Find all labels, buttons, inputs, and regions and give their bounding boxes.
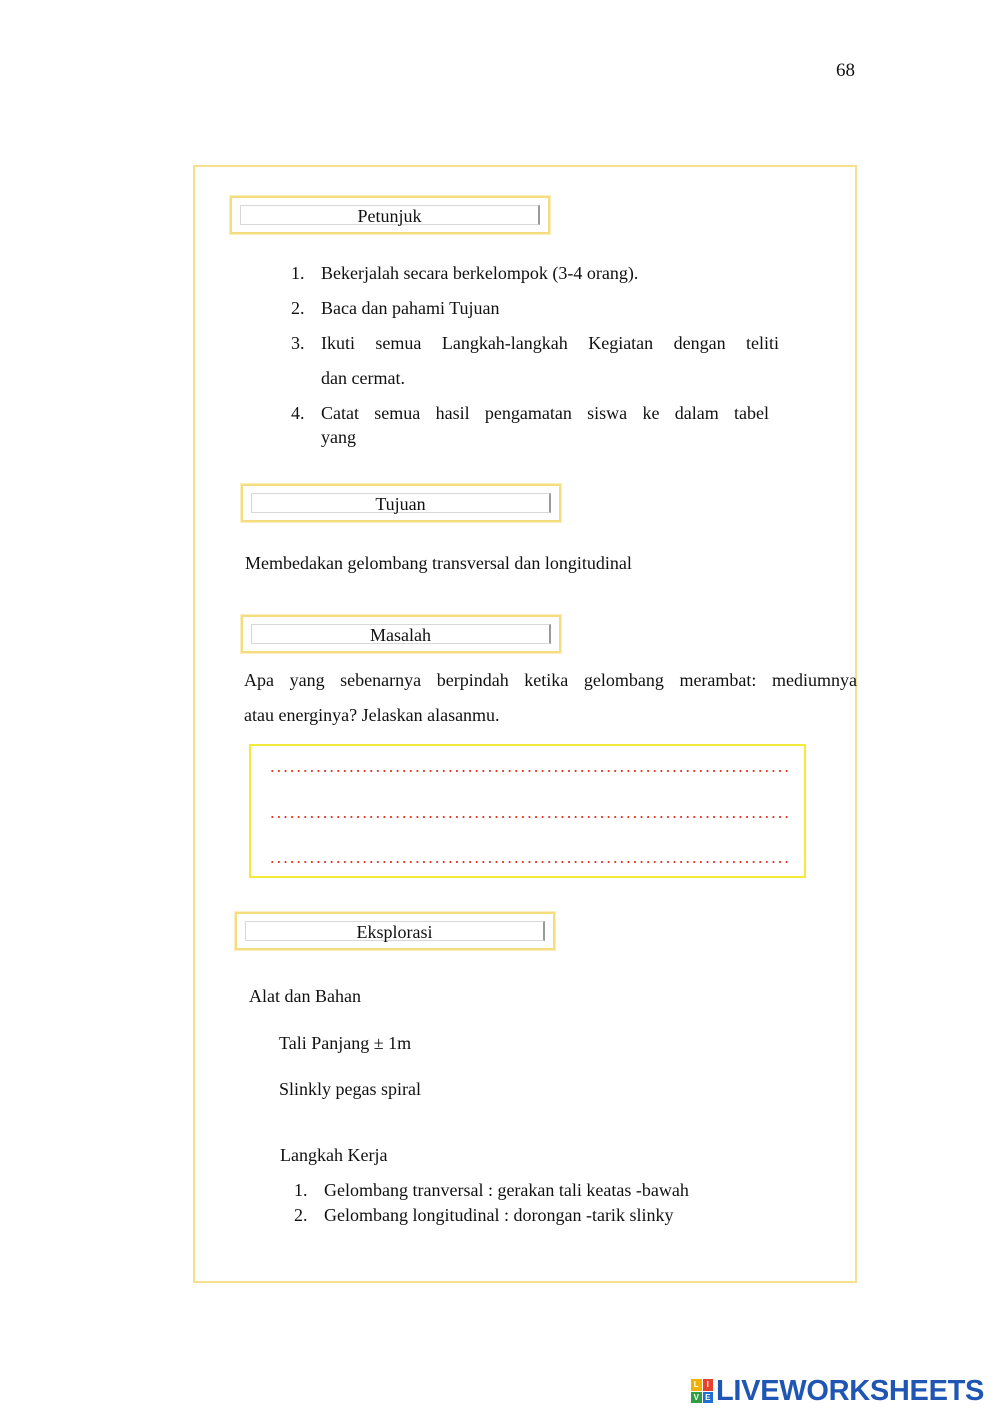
list-text: Bekerjalah secara berkelompok (3-4 orang). (321, 263, 639, 283)
logo-letter: I (703, 1379, 714, 1391)
list-text-continued: yang (321, 427, 356, 447)
answer-line[interactable] (269, 861, 789, 863)
list-text: Gelombang tranversal : gerakan tali keatas -bawah (324, 1180, 689, 1200)
logo-letter: E (703, 1392, 714, 1404)
list-number: 4. (291, 403, 305, 423)
petunjuk-heading (230, 196, 550, 234)
eksplorasi-title: Eksplorasi (245, 921, 545, 941)
tujuan-heading (241, 484, 561, 522)
logo-letter: V (691, 1392, 702, 1404)
answer-line[interactable] (269, 816, 789, 818)
logo-letter: L (691, 1379, 702, 1391)
alat-item: Tali Panjang ± 1m (279, 1033, 412, 1053)
alat-heading: Alat dan Bahan (249, 986, 361, 1006)
liveworksheets-logo[interactable] (691, 1374, 984, 1408)
logo-text: LIVEWORKSHEETS (716, 1374, 985, 1407)
list-number: 1. (291, 263, 305, 283)
logo-grid-icon (691, 1379, 713, 1403)
petunjuk-title: Petunjuk (240, 205, 540, 225)
list-text-continued: dan cermat. (321, 368, 405, 388)
tujuan-text: Membedakan gelombang transversal dan longitudinal (245, 553, 632, 573)
list-number: 2. (294, 1205, 308, 1225)
list-number: 3. (291, 333, 305, 353)
list-text: Gelombang longitudinal : dorongan -tarik slinky (324, 1205, 674, 1225)
masalah-heading (241, 615, 561, 653)
list-number: 2. (291, 298, 305, 318)
answer-line[interactable] (269, 770, 789, 772)
alat-item: Slinkly pegas spiral (279, 1079, 421, 1099)
tujuan-title: Tujuan (251, 493, 551, 513)
masalah-question-continued: atau energinya? Jelaskan alasanmu. (244, 705, 500, 725)
page-number: 68 (836, 60, 855, 81)
masalah-title: Masalah (251, 624, 551, 644)
list-item (291, 333, 779, 393)
list-number: 1. (294, 1180, 308, 1200)
list-item (291, 403, 769, 451)
eksplorasi-heading (235, 912, 555, 950)
masalah-question: Apa yang sebenarnya berpindah ketika gelombang merambat: mediumnya (244, 670, 857, 690)
langkah-heading: Langkah Kerja (280, 1145, 388, 1165)
list-text: Baca dan pahami Tujuan (321, 298, 500, 318)
list-text: Ikuti semua Langkah-langkah Kegiatan dengan teliti (321, 333, 779, 353)
list-text: Catat semua hasil pengamatan siswa ke dalam tabel (321, 403, 769, 423)
answer-box[interactable] (249, 744, 806, 878)
